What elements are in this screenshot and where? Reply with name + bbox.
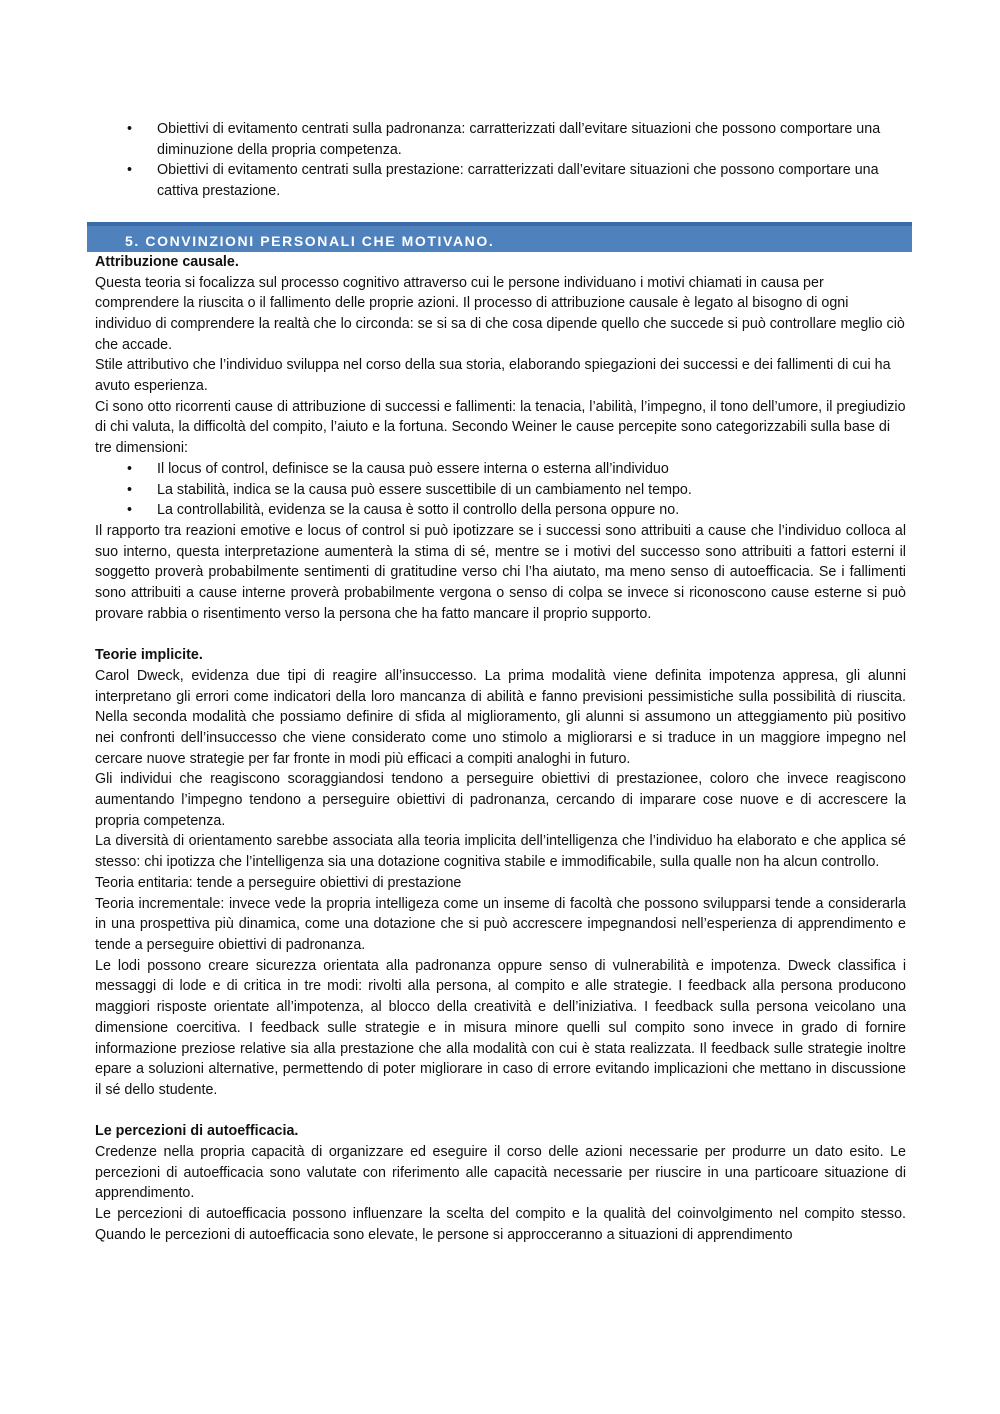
section-autoefficacia — [95, 1121, 906, 1245]
paragraph: Questa teoria si focalizza sul processo cognitivo attraverso cui le persone individuano i motivi chiamati in causa per comprendere la riuscita o il fallimento delle proprie azioni. Il processo di attribuzione causale è legato al bisogno di ogni individuo di comprendere la realtà che lo circonda: se si sa di che cosa dipende quello che succede si può controllare meglio ciò che accade. — [95, 274, 905, 353]
spacer — [95, 624, 906, 645]
list-item: • Obiettivi di evitamento centrati sulla prestazione: carratterizzati dall’evitare situazioni che possono comportare una cattiva prestazione. — [127, 162, 879, 200]
bullet-icon: • — [127, 460, 133, 477]
paragraph: Gli individui che reagiscono scoraggiandosi tendono a perseguire obiettivi di prestazionee, coloro che invece reagiscono aumentando l’impegno tendono a perseguire obiettivi di padronanza, cercando di imparare cose nuove e di accrescere la propria competenza. — [95, 771, 906, 829]
bullet-icon: • — [127, 121, 133, 137]
list-item: • La stabilità, indica se la causa può essere suscettibile di un cambiamento nel tempo. — [95, 480, 906, 501]
paragraph: Teoria incrementale: invece vede la propria intelligeza come un inseme di facoltà che possono svilupparsi tende a considerarla in una prospettiva più dinamica, come una dotazione che si può accrescere impegnandosi nell’esperienza di apprendimento e tende a perseguire obiettivi di padronanza. — [95, 895, 906, 953]
spacer — [95, 1101, 906, 1122]
paragraph: Il rapporto tra reazioni emotive e locus of control si può ipotizzare se i successi sono attribuiti a cause che l’individuo colloca al suo interno, questa interpretazione aumenterà la stima di sé, mentre se i motivi del successo sono attribuiti a fattori esterni il soggetto proverà probabilmente sentimenti di gratitudine verso chi l’ha aiutato, ma meno senso di autoefficacia. Se i fallimenti sono attribuiti a cause interne proverà probabilmente vergona o senso di colpa se invece si riconoscono cause esterne si può provare rabbia o risentimento verso la persona che ha fatto mancare il proprio supporto. — [95, 522, 906, 622]
list-item: • La controllabilità, evidenza se la causa è sotto il controllo della persona oppure no. — [95, 500, 906, 521]
paragraph: La diversità di orientamento sarebbe associata alla teoria implicita dell’intelligenza che l’individuo ha elaborato e che applica sé stesso: chi ipotizza che l’intelligenza sia una dotazione cognitiva stabile e immodificabile, sulla qualle non ha alcun controllo. — [95, 833, 906, 871]
paragraph: Ci sono otto ricorrenti cause di attribuzione di successi e fallimenti: la tenacia, l’abilità, l’impegno, il tono dell’umore, il pregiudizio di chi valuta, la difficoltà del compito, l’aiuto e la fortuna. Secondo Weiner le cause percepite sono categorizzabili sulla base di tre dimensioni: — [95, 398, 906, 457]
bullet-icon: • — [127, 502, 133, 519]
section-header: 5. CONVINZIONI PERSONALI CHE MOTIVANO. — [87, 222, 912, 252]
paragraph: Credenze nella propria capacità di organizzare ed eseguire il corso delle azioni necessarie per produrre un dato esito. Le percezioni di autoefficacia sono valutate con riferimento alle capacità necessarie per riuscire in una particoare situazione di apprendimento. — [95, 1144, 906, 1202]
section-attribuzione-causale — [95, 252, 906, 625]
subheading: Attribuzione causale. — [95, 253, 239, 270]
paragraph: Carol Dweck, evidenza due tipi di reagire all’insuccesso. La prima modalità viene definita impotenza appresa, gli alunni interpretano gli errori come indicatori della loro mancanza di abilità e fanno previsioni pessimistiche sulla possibilità di riuscita. Nella seconda modalità che possiamo definire di sfida al miglioramento, gli alunni si assumono un atteggiamento più positivo nei confronti dell’insuccesso che viene considerato come uno stimolo a migliorarsi e si traduce in un maggiore impegno nel cercare nuove strategie per far fronte in modi più efficaci a compiti analoghi in futuro. — [95, 667, 906, 767]
subheading: Teorie implicite. — [95, 647, 203, 664]
paragraph: Stile attributivo che l’individuo sviluppa nel corso della sua storia, elaborando spiegazioni dei successi e dei fallimenti di cui ha avuto esperienza. — [95, 357, 891, 395]
avoidance-goals-list — [95, 119, 906, 202]
paragraph: Le percezioni di autoefficacia possono influenzare la scelta del compito e la qualità del coinvolgimento nel compito stesso. Quando le percezioni di autoefficacia sono elevate, le persone si approcceranno a situazioni di apprendimento — [95, 1206, 906, 1243]
section-teorie-implicite — [95, 645, 906, 1100]
paragraph: Teoria entitaria: tende a perseguire obiettivi di prestazione — [95, 874, 462, 891]
bullet-icon: • — [127, 162, 133, 179]
paragraph: Le lodi possono creare sicurezza orientata alla padronanza oppure senso di vulnerabilità e impotenza. Dweck classifica i messaggi di lode e di critica in tre modi: rivolti alla persona, al compito e alle strategie. I feedback alla persona producono maggiori risposte orientate all’impotenza, al blocco della creatività e dell’iniziativa. I feedback sulla persona veicolano una dimensione coercitiva. I feedback sulle strategie e in misura minore quelli sul compito sono invece in grado di fornire informazione preziose relative sia alla prestazione che alla modalità con cui è stata realizzata. Il feedback sulle strategie inoltre epare a soluzioni alternative, permettendo di poter migliorare in caso di errore evitando implicazioni che mettano in discussione il sé dello studente. — [95, 957, 906, 1098]
bullet-icon: • — [127, 481, 133, 498]
dimensions-list — [95, 459, 906, 521]
list-item: • Obiettivi di evitamento centrati sulla padronanza: carratterizzati dall’evitare situazioni che possono comportare una diminuzione della propria competenza. — [127, 121, 881, 158]
list-item: • Il locus of control, definisce se la causa può essere interna o esterna all’individuo — [95, 459, 906, 480]
subheading: Le percezioni di autoefficacia. — [95, 1123, 299, 1140]
